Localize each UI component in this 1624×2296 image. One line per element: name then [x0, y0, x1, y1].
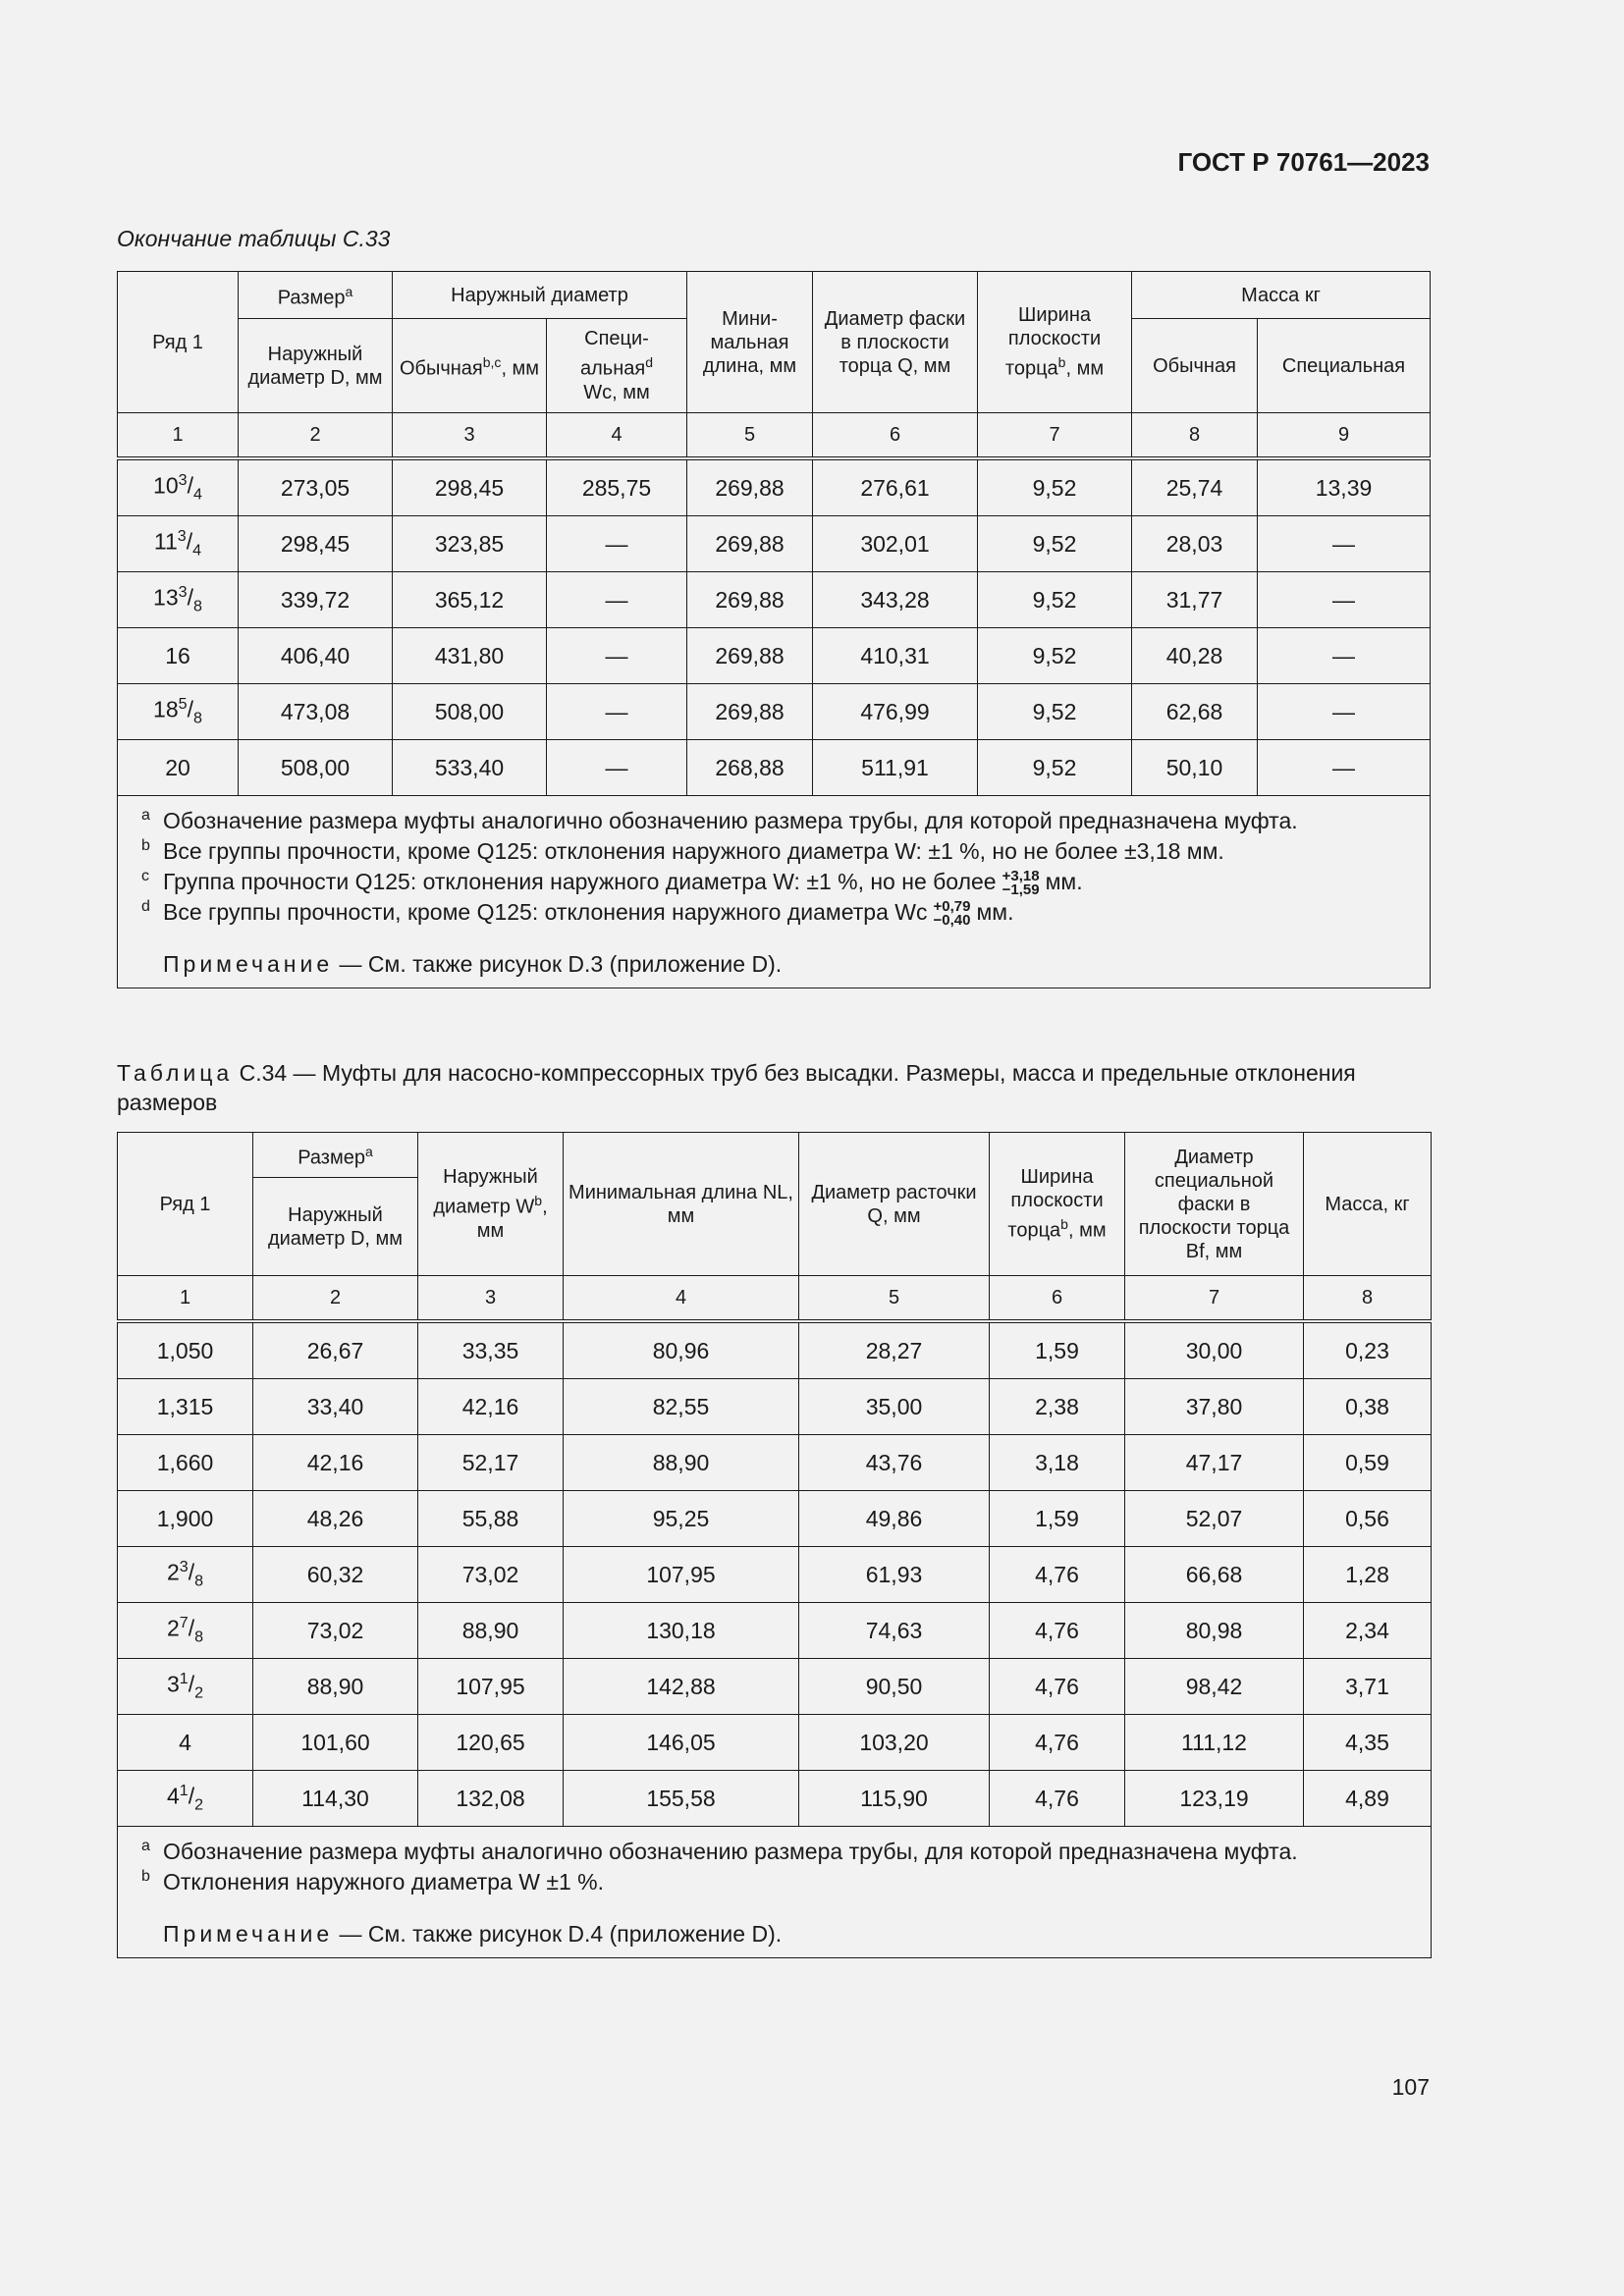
header-chamfer-diameter: Диаметр фаски в плоскости торца Q, мм	[813, 272, 978, 413]
table-row	[118, 1491, 1432, 1547]
cell-q: 74,63	[799, 1603, 990, 1659]
cell-row-designation: 20	[118, 740, 239, 796]
cell-w: 107,95	[418, 1659, 564, 1715]
col-num: 7	[1125, 1276, 1304, 1322]
header-mass: Масса, кг	[1304, 1133, 1432, 1276]
column-numbers	[118, 1276, 1432, 1322]
cell-bf: 37,80	[1125, 1379, 1304, 1435]
footnote-d: d Все группы прочности, кроме Q125: отклонения наружного диаметра Wc +0,79 −0,40 мм.	[141, 897, 1014, 929]
header-outer-diameter: Наружный диаметр	[393, 272, 687, 319]
col-num: 2	[253, 1276, 418, 1322]
cell-len: 88,90	[564, 1435, 799, 1491]
cell-wc: 285,75	[547, 458, 687, 516]
col-num: 8	[1304, 1276, 1432, 1322]
cell-w: 9,52	[978, 628, 1132, 684]
cell-w: 73,02	[418, 1547, 564, 1603]
table-row	[118, 1435, 1432, 1491]
cell-q: 35,00	[799, 1379, 990, 1435]
cell-w: 9,52	[978, 740, 1132, 796]
cell-w: 9,52	[978, 684, 1132, 740]
cell-t: 4,76	[990, 1603, 1125, 1659]
header-chamfer-diameter: Диаметр специальной фаски в плоскости торца Bf, мм	[1125, 1133, 1304, 1276]
cell-d: 48,26	[253, 1491, 418, 1547]
header-min-length: Мини-мальная длина, мм	[687, 272, 813, 413]
cell-d: 42,16	[253, 1435, 418, 1491]
cell-w: 120,65	[418, 1715, 564, 1771]
table2-caption: Таблица С.34 — Муфты для насосно-компрессорных труб без высадки. Размеры, масса и предельные отклонения размеров	[117, 1060, 1356, 1115]
cell-bf: 123,19	[1125, 1771, 1304, 1827]
header-row: Ряд 1	[118, 272, 239, 413]
cell-q: 343,28	[813, 572, 978, 628]
cell-len: 269,88	[687, 684, 813, 740]
cell-bf: 111,12	[1125, 1715, 1304, 1771]
cell-w: 52,17	[418, 1435, 564, 1491]
table-c34	[117, 1132, 1432, 1958]
header-face-width: Ширина плоскости торца$^b$, мм	[990, 1133, 1125, 1276]
cell-m2: 13,39	[1258, 458, 1431, 516]
col-num: 2	[239, 413, 393, 459]
header-bore-diameter: Диаметр расточки Q, мм	[799, 1133, 990, 1276]
cell-od: 533,40	[393, 740, 547, 796]
cell-wc: —	[547, 628, 687, 684]
column-numbers	[118, 413, 1431, 459]
table-row	[118, 1715, 1432, 1771]
cell-t: 3,18	[990, 1435, 1125, 1491]
col-num: 5	[687, 413, 813, 459]
cell-bf: 98,42	[1125, 1659, 1304, 1715]
standard-designation: ГОСТ Р 70761—2023	[1177, 147, 1430, 177]
header-outer-diameter: Наружный диаметр $W^b$, мм	[418, 1133, 564, 1276]
header-min-length: Минимальная длина NL, мм	[564, 1133, 799, 1276]
cell-w: 88,90	[418, 1603, 564, 1659]
cell-q: 302,01	[813, 516, 978, 572]
cell-m2: —	[1258, 628, 1431, 684]
cell-d: 114,30	[253, 1771, 418, 1827]
cell-q: 90,50	[799, 1659, 990, 1715]
cell-bf: 66,68	[1125, 1547, 1304, 1603]
cell-m1: 62,68	[1132, 684, 1258, 740]
cell-d: 33,40	[253, 1379, 418, 1435]
cell-row-designation: $10^3/_4$	[118, 458, 239, 516]
footnote-b: b Отклонения наружного диаметра W ±1 %.	[141, 1868, 604, 1895]
table-row	[118, 516, 1431, 572]
cell-row-designation: 16	[118, 628, 239, 684]
table1-notes	[118, 796, 1431, 988]
cell-t: 4,76	[990, 1659, 1125, 1715]
cell-q: 61,93	[799, 1547, 990, 1603]
cell-m2: —	[1258, 572, 1431, 628]
cell-m: 0,38	[1304, 1379, 1432, 1435]
table-row	[118, 740, 1431, 796]
footnote-a: a Обозначение размера муфты аналогично обозначению размера трубы, для которой предназначена муфта.	[141, 1838, 1298, 1864]
cell-len: 107,95	[564, 1547, 799, 1603]
col-num: 3	[393, 413, 547, 459]
cell-row-designation: $11^3/_4$	[118, 516, 239, 572]
header-face-width: Ширина плоскости торца$^b$, мм	[978, 272, 1132, 413]
cell-row-designation: 4	[118, 1715, 253, 1771]
table-c33	[117, 271, 1431, 988]
cell-len: 146,05	[564, 1715, 799, 1771]
header-od-normal: Обычная$^{b,c}$, мм	[393, 319, 547, 413]
cell-row-designation: $2^7/_8$	[118, 1603, 253, 1659]
cell-d: 73,02	[253, 1603, 418, 1659]
cell-len: 142,88	[564, 1659, 799, 1715]
cell-q: 43,76	[799, 1435, 990, 1491]
footnote-b: b Все группы прочности, кроме Q125: отклонения наружного диаметра W: ±1 %, но не более ±3,18 мм.	[141, 837, 1224, 864]
cell-m1: 40,28	[1132, 628, 1258, 684]
cell-q: 476,99	[813, 684, 978, 740]
table1-note: Примечание — См. также рисунок D.3 (приложение D).	[163, 951, 783, 977]
table-row	[118, 1659, 1432, 1715]
cell-w: 55,88	[418, 1491, 564, 1547]
cell-t: 4,76	[990, 1715, 1125, 1771]
cell-q: 511,91	[813, 740, 978, 796]
cell-len: 269,88	[687, 458, 813, 516]
cell-bf: 80,98	[1125, 1603, 1304, 1659]
col-num: 6	[813, 413, 978, 459]
cell-d: 406,40	[239, 628, 393, 684]
cell-wc: —	[547, 684, 687, 740]
header-row: Ряд 1	[118, 1133, 253, 1276]
cell-row-designation: $2^3/_8$	[118, 1547, 253, 1603]
cell-d: 273,05	[239, 458, 393, 516]
cell-row-designation: 1,050	[118, 1321, 253, 1379]
table-row	[118, 1771, 1432, 1827]
cell-m: 0,23	[1304, 1321, 1432, 1379]
cell-w: 42,16	[418, 1379, 564, 1435]
col-num: 9	[1258, 413, 1431, 459]
cell-m: 2,34	[1304, 1603, 1432, 1659]
cell-row-designation: 1,660	[118, 1435, 253, 1491]
cell-m2: —	[1258, 740, 1431, 796]
header-mass: Масса кг	[1132, 272, 1431, 319]
cell-m2: —	[1258, 684, 1431, 740]
cell-q: 28,27	[799, 1321, 990, 1379]
header-size: Размер$^a$	[253, 1133, 418, 1178]
cell-len: 269,88	[687, 628, 813, 684]
cell-len: 268,88	[687, 740, 813, 796]
cell-w: 33,35	[418, 1321, 564, 1379]
cell-od: 323,85	[393, 516, 547, 572]
table-row	[118, 684, 1431, 740]
table1-caption: Окончание таблицы С.33	[117, 226, 391, 251]
cell-m1: 25,74	[1132, 458, 1258, 516]
table-row	[118, 1603, 1432, 1659]
table-row	[118, 458, 1431, 516]
cell-od: 365,12	[393, 572, 547, 628]
table-row	[118, 628, 1431, 684]
cell-od: 508,00	[393, 684, 547, 740]
cell-w: 9,52	[978, 516, 1132, 572]
table-row	[118, 1321, 1432, 1379]
col-num: 1	[118, 413, 239, 459]
cell-m: 1,28	[1304, 1547, 1432, 1603]
col-num: 7	[978, 413, 1132, 459]
header-mass-special: Специальная	[1258, 319, 1431, 413]
cell-len: 269,88	[687, 516, 813, 572]
table2-notes	[118, 1827, 1432, 1958]
cell-w: 132,08	[418, 1771, 564, 1827]
header-size: Размер$^a$	[239, 272, 393, 319]
cell-wc: —	[547, 740, 687, 796]
cell-q: 103,20	[799, 1715, 990, 1771]
cell-od: 431,80	[393, 628, 547, 684]
cell-row-designation: $3^1/_2$	[118, 1659, 253, 1715]
col-num: 5	[799, 1276, 990, 1322]
cell-row-designation: $4^1/_2$	[118, 1771, 253, 1827]
cell-m1: 28,03	[1132, 516, 1258, 572]
col-num: 4	[547, 413, 687, 459]
cell-q: 276,61	[813, 458, 978, 516]
cell-d: 26,67	[253, 1321, 418, 1379]
cell-len: 82,55	[564, 1379, 799, 1435]
col-num: 3	[418, 1276, 564, 1322]
col-num: 1	[118, 1276, 253, 1322]
cell-len: 269,88	[687, 572, 813, 628]
cell-len: 80,96	[564, 1321, 799, 1379]
header-mass-normal: Обычная	[1132, 319, 1258, 413]
cell-row-designation: $13^3/_8$	[118, 572, 239, 628]
cell-bf: 52,07	[1125, 1491, 1304, 1547]
cell-w: 9,52	[978, 458, 1132, 516]
cell-wc: —	[547, 572, 687, 628]
cell-t: 4,76	[990, 1547, 1125, 1603]
table-row	[118, 572, 1431, 628]
cell-m: 0,56	[1304, 1491, 1432, 1547]
header-size-od: Наружный диаметр D, мм	[239, 319, 393, 413]
cell-bf: 30,00	[1125, 1321, 1304, 1379]
cell-len: 95,25	[564, 1491, 799, 1547]
cell-m1: 50,10	[1132, 740, 1258, 796]
cell-t: 1,59	[990, 1491, 1125, 1547]
cell-row-designation: $18^5/_8$	[118, 684, 239, 740]
cell-m: 4,89	[1304, 1771, 1432, 1827]
cell-d: 339,72	[239, 572, 393, 628]
header-size-od: Наружный диаметр D, мм	[253, 1178, 418, 1276]
col-num: 4	[564, 1276, 799, 1322]
cell-len: 130,18	[564, 1603, 799, 1659]
cell-m1: 31,77	[1132, 572, 1258, 628]
col-num: 6	[990, 1276, 1125, 1322]
cell-q: 115,90	[799, 1771, 990, 1827]
table-row	[118, 1547, 1432, 1603]
cell-t: 4,76	[990, 1771, 1125, 1827]
cell-od: 298,45	[393, 458, 547, 516]
cell-m: 4,35	[1304, 1715, 1432, 1771]
cell-d: 101,60	[253, 1715, 418, 1771]
cell-m: 3,71	[1304, 1659, 1432, 1715]
cell-d: 298,45	[239, 516, 393, 572]
footnote-a: a Обозначение размера муфты аналогично обозначению размера трубы, для которой предназначена муфта.	[141, 807, 1298, 833]
table2-note: Примечание — См. также рисунок D.4 (приложение D).	[163, 1921, 783, 1947]
cell-d: 508,00	[239, 740, 393, 796]
cell-m2: —	[1258, 516, 1431, 572]
cell-t: 2,38	[990, 1379, 1125, 1435]
col-num: 8	[1132, 413, 1258, 459]
cell-d: 473,08	[239, 684, 393, 740]
cell-len: 155,58	[564, 1771, 799, 1827]
cell-bf: 47,17	[1125, 1435, 1304, 1491]
table-row	[118, 1379, 1432, 1435]
footnote-c: c Группа прочности Q125: отклонения наружного диаметра W: ±1 %, но не более +3,18 −1,59 мм.	[141, 867, 1083, 898]
header-od-special: Специ-альная$^d$ Wc, мм	[547, 319, 687, 413]
cell-m: 0,59	[1304, 1435, 1432, 1491]
cell-q: 410,31	[813, 628, 978, 684]
cell-row-designation: 1,315	[118, 1379, 253, 1435]
page-number: 107	[1391, 2074, 1430, 2100]
cell-wc: —	[547, 516, 687, 572]
cell-d: 60,32	[253, 1547, 418, 1603]
cell-t: 1,59	[990, 1321, 1125, 1379]
cell-row-designation: 1,900	[118, 1491, 253, 1547]
cell-q: 49,86	[799, 1491, 990, 1547]
cell-d: 88,90	[253, 1659, 418, 1715]
cell-w: 9,52	[978, 572, 1132, 628]
